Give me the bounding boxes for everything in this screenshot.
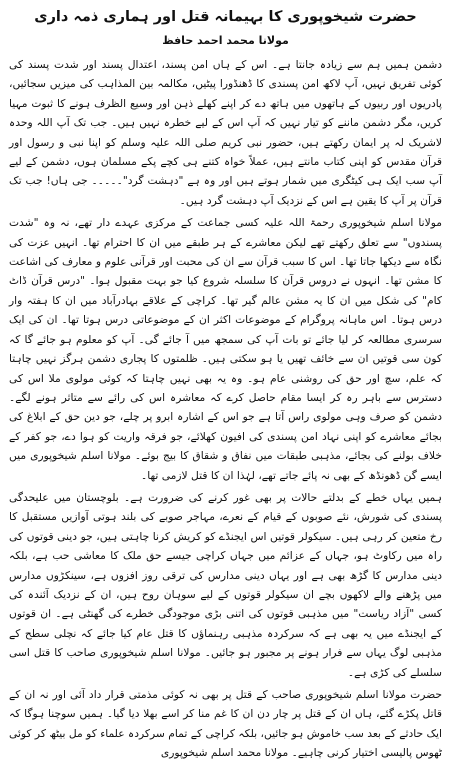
article-paragraph-4: حضرت مولانا اسلم شیخوپوری صاحب کے قتل پر بھی نہ کوئی مذمتی قرار داد آئی اور نہ ان کے قاتل پکڑے گئے، ہاں ان کے قتل پر چار دن ان کا غم منا کر اسے بھلا دیا گیا۔ ہمیں سوچنا ہوگا کہ ایک حادثے کے بعد سب خاموش ہو جائیں، بلکہ کراچی کے تمام سرکردہ علماء کو مل بیٹھ کر کوئی ٹھوس پالیسی اختیار کرنی چاہیے۔ مولانا محمد اسلم شیخوپوری	[9, 688, 442, 760]
article-paragraph-3: ہمیں یہاں خطے کے بدلتے حالات پر بھی غور کرنے کی ضرورت ہے۔ بلوچستان میں علیحدگی پسندی کی شورش، نئے صوبوں کے قیام کے نعرے، مہاجر صوبے کی بلند ہوتی آوازیں مستقبل کا رخ متعین کر رہی ہیں۔ سیکولر قوتیں اس ایجنڈے کو کریش کرنا چاہتی ہیں، جو دینی قوتوں کی راہ میں رکاوٹ ہو، جہاں کے عزائم میں جہاں کراچی جیسے حق ملک کا معاشی حب ہے، بلکہ دینی مدارس کا گڑھ بھی ہے اور یہاں دینی مدارس کی ترقی روز افزوں ہے، سینکڑوں مدارس میں پڑھنے والے لاکھوں بچے ان سیکولر قوتوں کے لیے سوہان روح ہیں، ان کے نزدیک آئندہ کی کسی "آزاد ریاست" میں مذہبی قوتوں کی اتنی بڑی موجودگی خطرے کی گھنٹی ہے۔ ان قوتوں کے ایجنڈے میں یہ بھی ہے کہ سرکردہ مذہبی رہنماؤں کا قتل عام کیا جائے کہ نچلی سطح کے مذہبی لوگ یہاں سے فرار ہونے پر مجبور ہو جائیں۔ مولانا اسلم شیخوپوری صاحب کا قتل اسی سلسلے کی کڑی ہے۔	[9, 490, 442, 679]
article-paragraph-1: دشمن ہمیں ہم سے زیادہ جانتا ہے۔ اس کے ہاں امن پسند، اعتدال پسند اور شدت پسند کی کوئی تفریق نہیں، آپ لاکھ امن پسندی کا ڈھنڈورا پیٹیں، مکالمہ بین المذاہب کی میزیں سجائیں، پادریوں اور ربیوں کے ہاتھوں میں ہاتھ دے کر اپنے کھلے ذہن اور وسیع الظرف ہونے کا ثبوت مہیا کریں، مگر دشمن ماننے کو تیار نہیں کہ آپ اس کے لیے خطرہ نہیں ہیں۔ جب تک آپ اللہ وحدہ لاشریک لہ پر ایمان رکھتے ہیں، حضور نبی کریم صلی اللہ علیہ وسلم کو اپنا نبی و رسول اور قرآن مقدس کو اپنی کتاب مانتے ہیں، عملاً خواہ کتنے ہی کچے پکے مسلمان ہوں، دشمن کے لیے آپ سب ایک ہی کیٹگری میں شمار ہوتے ہیں اور وہ ہے "دہشت گرد"۔۔۔۔۔ جی ہاں! جب تک قرآن پر آپ کا یقین ہے اس کے نزدیک آپ دہشت گرد ہیں۔	[9, 58, 442, 207]
article-paragraph-2: مولانا اسلم شیخوپوری رحمۃ اللہ علیہ کسی جماعت کے مرکزی عہدے دار تھے، نہ وہ "شدت پسندوں" سے تعلق رکھتے تھے لیکن معاشرے کے ہر طبقے میں ان کا احترام تھا۔ انہیں عزت کی نگاہ سے دیکھا جاتا تھا۔ اس کا سبب قرآن سے ان کی محبت اور قرآنی علوم و معارف کی اشاعت کا مشن تھا۔ انہوں نے دروس قرآن کا سلسلہ شروع کیا جو بہت مقبول ہوا۔ "درس قرآن ڈاٹ کام" کی شکل میں ان کا یہ مشن عالم گیر تھا۔ کراچی کے علاقے بہادرآباد میں ان کا ہفتہ وار درس ہوتا۔ اس ماہانہ پروگرام کے موضوعات اکثر ان کے موضوعاتی درس ہوتا تھا۔ ان کی ایک سرسری مطالعہ کر لیا جائے تو بات آپ کی سمجھ میں آ جائے گی۔ آپ کو معلوم ہو جائے گا کہ کون سی قوتیں ان سے خائف تھیں یا ہو سکتی ہیں۔ ظلمتوں کا پجاری دشمن ہرگز نہیں چاہتا کہ علم، سچ اور حق کی روشنی عام ہو۔ وہ یہ بھی نہیں چاہتا کہ کوئی مولوی ملا اس کی دسترس سے باہر رہ کر ایسا مقام حاصل کرے کہ معاشرہ اس کی رائے سے متاثر ہونے لگے۔ دشمن کو صرف وہی مولوی راس آتا ہے جو اس کے اشارہ ابرو پر چلے، جو دین حق کے ابلاغ کی بجائے معاشرے کو اپنی نہاد امن پسندی کی افیون کھلائے، جو فرقہ واریت کو ہوا دے، جو کفر کے خلاف بولنے کی بجائے، مذہبی طبقات میں نفاق و شقاق کا بیج بوئے۔ مولانا اسلم شیخوپوری میں ایسے گن ڈھونڈھ کے بھی نہ پائے جاتے تھے، لہٰذا ان کا قتل لازمی تھا۔	[9, 216, 442, 482]
article-title: حضرت شیخوپوری کا بہیمانہ قتل اور ہماری ذمہ داری	[34, 9, 417, 25]
article-author: مولانا محمد احمد حافظ	[162, 34, 289, 47]
